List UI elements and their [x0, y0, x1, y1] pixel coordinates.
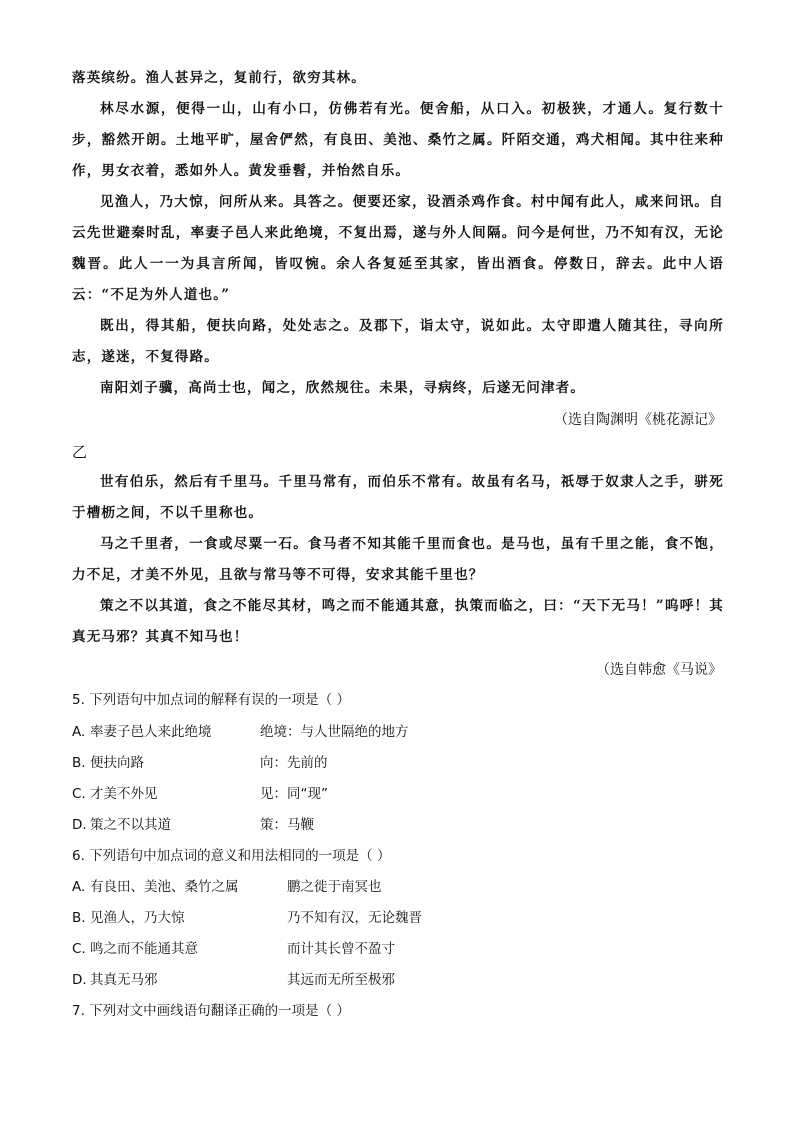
option-text: 有良田、美池、桑竹之属 — [90, 879, 239, 895]
jia-source: （选自陶渊明《桃花源记》 — [554, 412, 722, 428]
yi-paragraph-2: 马之千里者，一食或尽粟一石。食马者不知其能千里而食也。是马也，虽有千里之能，食不饱，力不足，才美不外见，且欲与常马等不可得，安求其能千里也？ — [72, 536, 724, 583]
question-5-option-a[interactable] — [72, 722, 409, 742]
jia-paragraph-5: 南阳刘子骥，高尚士也，闻之，欣然规往。未果，寻病终，后遂无问津者。 — [100, 380, 586, 396]
option-letter: D. — [72, 817, 87, 833]
jia-paragraph-3: 见渔人，乃大惊，问所从来。具答之。便要还家，设酒杀鸡作食。村中闻有此人，咸来问讯。自云先世避秦时乱，率妻子邑人来此绝境，不复出焉，遂与外人间隔。问今是何世，乃不知有汉，无论魏晋。此人一一为具言所闻，皆叹惋。余人各复延至其家，皆出酒食。停数日，辞去。此中人语云：“不足为外人道也。” — [72, 194, 724, 303]
jia-paragraph-2: 林尽水源，便得一山，山有小口，仿佛若有光。便舍船，从口入。初极狭，才通人。复行数十步，豁然开朗。土地平旷，屋舍俨然，有良田、美池、桑竹之属。阡陌交通，鸡犬相闻。其中往来种作，男女衣着，悉如外人。黄发垂髫，并怡然自乐。 — [72, 101, 724, 179]
option-letter: B. — [72, 910, 86, 926]
question-5-option-b[interactable] — [72, 753, 328, 773]
option-text: 其真无马邪 — [90, 972, 158, 988]
question-6-option-b[interactable] — [72, 908, 422, 928]
option-text: 策之不以其道 — [90, 817, 171, 833]
option-text: 便扶向路 — [90, 755, 144, 771]
option-explanation: 绝境：与人世隔绝的地方 — [260, 724, 409, 740]
option-explanation: 策：马鞭 — [260, 817, 314, 833]
question-5-stem: 5. 下列语句中加点词的解释有误的一项是（ ） — [72, 692, 350, 708]
question-6-option-a[interactable] — [72, 877, 382, 897]
question-5-option-c[interactable] — [72, 784, 328, 804]
option-letter: A. — [72, 724, 86, 740]
yi-paragraph-1: 世有伯乐，然后有千里马。千里马常有，而伯乐不常有。故虽有名马，祇辱于奴隶人之手，骈死于槽枥之间，不以千里称也。 — [72, 474, 724, 521]
option-explanation: 见：同“现” — [260, 786, 328, 802]
option-text: 鸣之而不能通其意 — [90, 941, 198, 957]
option-letter: B. — [72, 755, 86, 771]
option-letter: C. — [72, 786, 86, 802]
question-6-option-c[interactable] — [72, 939, 395, 959]
option-comparison: 鹏之徙于南冥也 — [287, 879, 382, 895]
option-explanation: 向：先前的 — [260, 755, 328, 771]
option-text: 率妻子邑人来此绝境 — [90, 724, 212, 740]
question-6-option-d[interactable] — [72, 970, 395, 990]
option-comparison: 乃不知有汉，无论魏晋 — [287, 910, 422, 926]
option-letter: C. — [72, 941, 86, 957]
yi-source: （选自韩愈《马说》 — [596, 662, 722, 678]
yi-paragraph-3: 策之不以其道，食之不能尽其材，鸣之而不能通其意，执策而临之，曰：“天下无马！”呜呼！其真无马邪？其真不知马也！ — [72, 598, 724, 645]
option-text: 见渔人，乃大惊 — [90, 910, 185, 926]
jia-paragraph-1: 落英缤纷。渔人甚异之，复前行，欲穷其林。 — [72, 70, 366, 86]
option-letter: D. — [72, 972, 87, 988]
jia-paragraph-4: 既出，得其船，便扶向路，处处志之。及郡下，诣太守，说如此。太守即遣人随其往，寻向所志，遂迷，不复得路。 — [72, 318, 724, 365]
yi-label: 乙 — [72, 443, 88, 461]
question-7-stem: 7. 下列对文中画线语句翻译正确的一项是（ ） — [72, 1003, 350, 1019]
option-letter: A. — [72, 879, 86, 895]
question-5-option-d[interactable] — [72, 815, 314, 835]
option-comparison: 而计其长曾不盈寸 — [287, 941, 395, 957]
option-text: 才美不外见 — [90, 786, 158, 802]
question-6-stem: 6. 下列语句中加点词的意义和用法相同的一项是（ ） — [72, 848, 391, 864]
option-comparison: 其远而无所至极邪 — [287, 972, 395, 988]
